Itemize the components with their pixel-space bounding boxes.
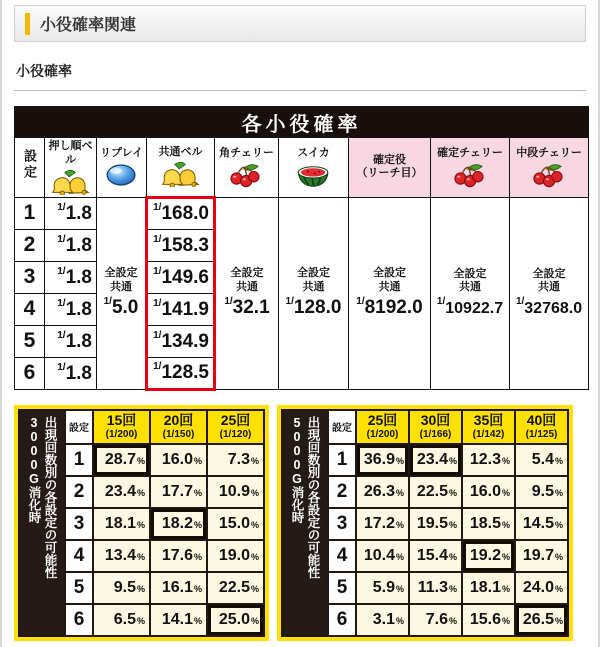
probability-cell: 15.4% — [409, 540, 462, 572]
setting-number: 2 — [15, 229, 45, 261]
probability-3000g-table — [18, 409, 265, 637]
probability-cell: 23.4% — [93, 476, 150, 508]
probability-cell: 18.1% — [462, 572, 515, 604]
vertical-subtitle: 5000G消化時 — [290, 415, 304, 523]
bell-icon — [161, 161, 199, 187]
probability-cell: 19.2% — [462, 540, 515, 572]
probability-cell: 25.0% — [207, 604, 264, 636]
probability-5000g-table — [281, 409, 569, 637]
section-header — [14, 5, 586, 42]
probability-cell: 18.2% — [150, 508, 207, 540]
oshijun-bell-value: $^{1/}$1.8 — [45, 357, 97, 389]
probability-cell: 15.0% — [207, 508, 264, 540]
column-header-chudan-cherry: 中段チェリー — [510, 138, 589, 198]
probability-cell: 22.5% — [207, 572, 264, 604]
oshijun-bell-value: $^{1/}$1.8 — [45, 229, 97, 261]
replay-value: 全設定 共通 $^{1/}$5.0 — [97, 197, 147, 389]
probability-cell: 16.0% — [462, 476, 515, 508]
probability-cell: 5.9% — [356, 572, 409, 604]
kyotsu-bell-value: $^{1/}$134.9 — [147, 325, 215, 357]
column-header-kakutei-yaku: 確定役 （リーチ目） — [349, 138, 431, 198]
page-subtitle: 小役確率 — [16, 63, 72, 79]
vertical-label-5000g — [282, 410, 328, 636]
probability-cell: 18.1% — [93, 508, 150, 540]
probability-cell: 18.5% — [462, 508, 515, 540]
probability-cell: 7.3% — [207, 444, 264, 476]
probability-cell: 9.5% — [93, 572, 150, 604]
setting-header: 設定 — [328, 410, 356, 444]
probability-cell: 19.0% — [207, 540, 264, 572]
setting-number: 3 — [328, 508, 356, 540]
probability-cell: 36.9% — [356, 444, 409, 476]
column-header-kakutei-cherry: 確定チェリー — [431, 138, 510, 198]
probability-cell: 28.7% — [93, 444, 150, 476]
column-header-setting: 設定 — [15, 138, 45, 198]
column-header-replay: リプレイ — [97, 138, 147, 198]
vertical-label-3000g — [19, 410, 65, 636]
setting-number: 1 — [328, 444, 356, 476]
oshijun-bell-value: $^{1/}$1.8 — [45, 197, 97, 229]
bell-icon — [51, 169, 89, 195]
count-header: 25回 (1/200) — [356, 410, 409, 444]
count-header: 15回 (1/200) — [93, 410, 150, 444]
kyotsu-bell-value: $^{1/}$158.3 — [147, 229, 215, 261]
probability-cell: 15.6% — [462, 604, 515, 636]
probability-cell: 11.3% — [409, 572, 462, 604]
setting-guess-section — [14, 405, 586, 641]
oshijun-bell-value: $^{1/}$1.8 — [45, 261, 97, 293]
probability-cell: 14.5% — [515, 508, 568, 540]
kakutei-yaku-value: 全設定 共通 $^{1/}$8192.0 — [349, 197, 431, 389]
count-header: 30回 (1/166) — [409, 410, 462, 444]
setting-number: 3 — [15, 261, 45, 293]
cherry-icon — [451, 162, 489, 188]
setting-number: 1 — [15, 197, 45, 229]
probability-cell: 17.6% — [150, 540, 207, 572]
koyaku-probability-table — [14, 106, 589, 391]
probability-cell: 17.7% — [150, 476, 207, 508]
divider — [14, 90, 586, 91]
setting-number: 2 — [65, 476, 93, 508]
count-header: 35回 (1/142) — [462, 410, 515, 444]
probability-cell: 17.2% — [356, 508, 409, 540]
vertical-title: 出現回数別の各設定の可能性 — [306, 415, 320, 578]
column-header-kyotsu-bell: 共通ベル — [147, 138, 215, 198]
setting-number: 6 — [65, 604, 93, 636]
count-header: 25回 (1/120) — [207, 410, 264, 444]
probability-cell: 7.6% — [409, 604, 462, 636]
column-header-suika: スイカ — [279, 138, 349, 198]
main-table-title: 各小役確率 — [15, 107, 589, 138]
kyotsu-bell-value: $^{1/}$141.9 — [147, 293, 215, 325]
probability-cell: 19.5% — [409, 508, 462, 540]
probability-cell: 3.1% — [356, 604, 409, 636]
probability-cell: 16.0% — [150, 444, 207, 476]
kado-cherry-value: 全設定 共通 $^{1/}$32.1 — [215, 197, 279, 389]
section-title: 小役確率関連 — [40, 17, 137, 34]
yellow-accent-bar — [25, 13, 30, 35]
probability-cell: 23.4% — [409, 444, 462, 476]
setting-number: 3 — [65, 508, 93, 540]
probability-cell: 26.5% — [515, 604, 568, 636]
probability-cell: 6.5% — [93, 604, 150, 636]
setting-number: 6 — [15, 357, 45, 389]
probability-cell: 26.3% — [356, 476, 409, 508]
chudan-cherry-value: 全設定 共通 $^{1/}$32768.0 — [510, 197, 589, 389]
probability-cell: 22.5% — [409, 476, 462, 508]
oshijun-bell-value: $^{1/}$1.8 — [45, 325, 97, 357]
probability-cell: 19.7% — [515, 540, 568, 572]
setting-number: 4 — [65, 540, 93, 572]
probability-5000g-box — [277, 405, 573, 641]
setting-number: 5 — [15, 325, 45, 357]
cherry-icon — [227, 162, 265, 188]
probability-cell: 16.1% — [150, 572, 207, 604]
cherry-icon — [530, 162, 568, 188]
vertical-subtitle: 3000G消化時 — [27, 415, 41, 523]
oshijun-bell-value: $^{1/}$1.8 — [45, 293, 97, 325]
probability-cell: 14.1% — [150, 604, 207, 636]
watermelon-icon — [294, 162, 332, 188]
kyotsu-bell-value: $^{1/}$149.6 — [147, 261, 215, 293]
setting-number: 5 — [65, 572, 93, 604]
count-header: 20回 (1/150) — [150, 410, 207, 444]
kakutei-cherry-value: 全設定 共通 $^{1/}$10922.7 — [431, 197, 510, 389]
count-header: 40回 (1/125) — [515, 410, 568, 444]
probability-cell: 10.9% — [207, 476, 264, 508]
setting-number: 1 — [65, 444, 93, 476]
replay-orb-icon — [102, 162, 140, 188]
probability-cell: 13.4% — [93, 540, 150, 572]
setting-number: 4 — [15, 293, 45, 325]
probability-cell: 9.5% — [515, 476, 568, 508]
kyotsu-bell-value: $^{1/}$168.0 — [147, 197, 215, 229]
column-header-kado-cherry: 角チェリー — [215, 138, 279, 198]
setting-number: 4 — [328, 540, 356, 572]
vertical-title: 出現回数別の各設定の可能性 — [43, 415, 57, 578]
probability-cell: 5.4% — [515, 444, 568, 476]
setting-number: 6 — [328, 604, 356, 636]
probability-cell: 24.0% — [515, 572, 568, 604]
kyotsu-bell-value: $^{1/}$128.5 — [147, 357, 215, 389]
column-header-oshijun-bell: 押し順ベル — [45, 138, 97, 198]
setting-number: 5 — [328, 572, 356, 604]
setting-number: 2 — [328, 476, 356, 508]
setting-header: 設定 — [65, 410, 93, 444]
suika-value: 全設定 共通 $^{1/}$128.0 — [279, 197, 349, 389]
probability-3000g-box — [14, 405, 269, 641]
probability-cell: 10.4% — [356, 540, 409, 572]
probability-cell: 12.3% — [462, 444, 515, 476]
